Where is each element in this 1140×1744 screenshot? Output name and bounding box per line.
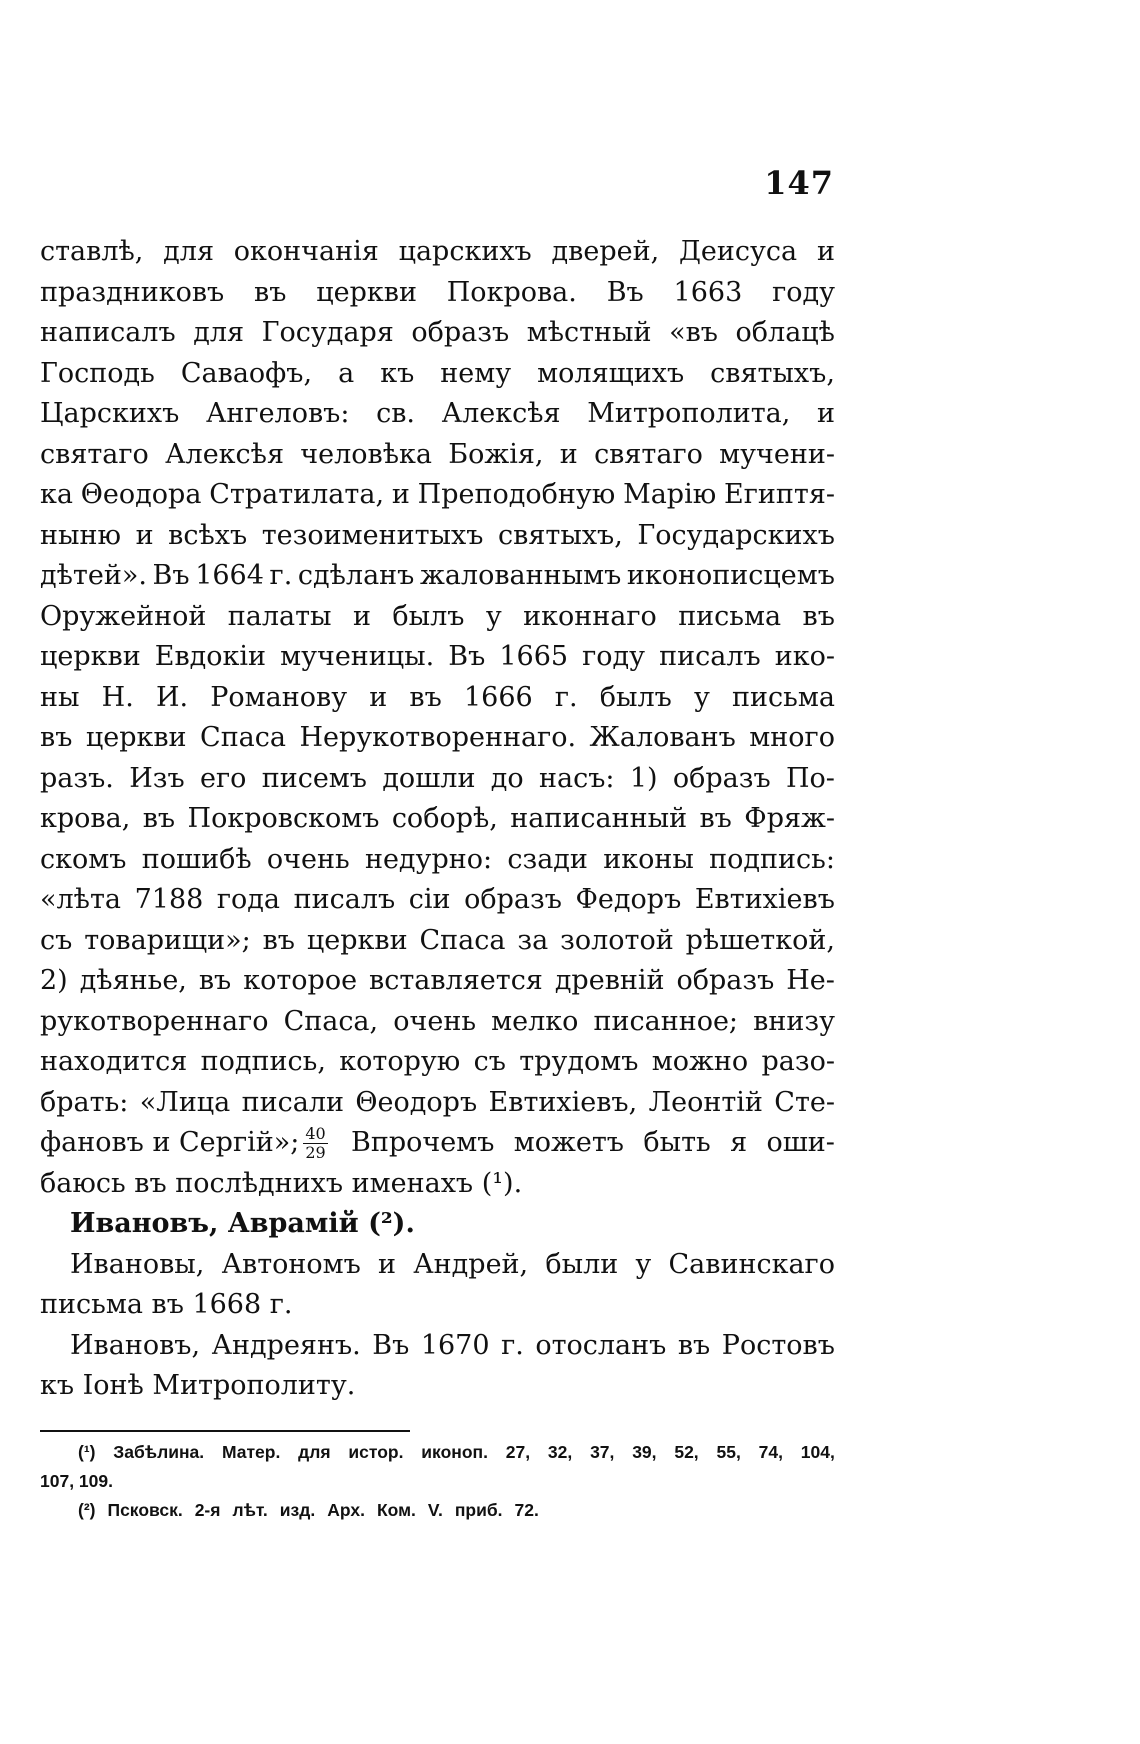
word: разъ. <box>40 762 114 794</box>
word: Стратилата, <box>209 479 385 510</box>
text-segment-group <box>40 1123 332 1164</box>
word: Романову <box>210 681 348 713</box>
word: нему <box>440 357 512 389</box>
word: у <box>635 1248 652 1280</box>
word: къ <box>380 357 415 389</box>
word: Въ <box>372 1329 410 1361</box>
word: Въ <box>606 276 644 308</box>
word: царскихъ <box>398 236 532 267</box>
word: и <box>352 600 371 632</box>
word: окончанія <box>233 236 379 267</box>
word: оши- <box>766 1127 835 1158</box>
word: Ростовъ <box>721 1329 835 1361</box>
word: Ивановы, <box>70 1248 205 1280</box>
word: мученицы. <box>280 641 435 672</box>
word: иконописцемъ <box>626 560 835 591</box>
word: можно <box>651 1046 749 1077</box>
word: 1666 <box>463 681 533 713</box>
word: Леонтій <box>648 1086 763 1118</box>
word: Государя <box>261 317 394 348</box>
word: 1663 <box>673 276 743 308</box>
word: всѣхъ <box>168 519 248 551</box>
footnote-2 <box>40 1496 835 1525</box>
word: въ <box>198 965 232 996</box>
word: иконнаго <box>523 600 657 632</box>
word: писали <box>241 1086 345 1118</box>
word: съ <box>40 924 73 956</box>
word: брать: <box>40 1086 129 1118</box>
word: «лѣта <box>40 884 121 915</box>
word: 1665 <box>499 641 569 672</box>
word: палаты <box>227 600 332 632</box>
word: (¹) <box>78 1442 96 1462</box>
footnote-divider <box>40 1430 410 1432</box>
word: для <box>163 236 214 267</box>
word: церкви <box>85 722 187 753</box>
word: дѣянье, <box>79 965 187 996</box>
word: Евдокіи <box>154 641 267 672</box>
text-line-last: баюсь въ послѣднихъ именахъ (¹). <box>40 1167 523 1199</box>
word: г. <box>501 1329 524 1361</box>
text-line <box>40 597 835 638</box>
main-text <box>40 232 835 1407</box>
word: Псковск. <box>107 1500 183 1520</box>
text-line <box>40 961 835 1002</box>
word: въ <box>254 276 287 308</box>
word: 27, <box>505 1442 531 1462</box>
word: письма <box>678 600 782 632</box>
text-line <box>40 718 835 759</box>
page-number: 147 <box>764 164 834 202</box>
word: подпись, <box>200 1046 326 1077</box>
word: сзади <box>507 843 588 875</box>
word: Деисуса <box>678 236 798 267</box>
word: святаго <box>594 438 703 470</box>
word: писалъ <box>659 641 761 672</box>
word: ныню <box>40 519 121 551</box>
word: мучени- <box>719 438 835 470</box>
word: древній <box>554 965 665 996</box>
word: году <box>772 276 835 308</box>
fraction-numerator: 40 <box>305 1124 326 1143</box>
word: облацѣ <box>735 317 835 348</box>
word: Алексѣя <box>165 438 284 470</box>
word: подпись: <box>709 843 835 875</box>
word: и <box>135 519 154 551</box>
word: можетъ <box>513 1127 624 1158</box>
word: 55, <box>716 1442 741 1462</box>
word: Фряж- <box>744 803 835 834</box>
word: насъ: <box>539 762 615 794</box>
word: году <box>582 641 646 672</box>
word: По- <box>786 762 835 794</box>
word: сіи <box>408 884 451 915</box>
word: Матер. <box>221 1442 281 1462</box>
word: скомъ <box>40 843 127 875</box>
word: быть <box>643 1127 711 1158</box>
word: въ <box>262 924 295 956</box>
word: для <box>298 1442 331 1462</box>
word: рѣшеткой, <box>685 924 835 956</box>
word: пошибѣ <box>141 843 252 875</box>
word: былъ <box>392 600 465 632</box>
word: 37, <box>590 1442 615 1462</box>
word: у <box>693 681 710 713</box>
word: Господь <box>40 357 155 389</box>
entry-avtonom-line2: письма въ 1668 г. <box>40 1289 293 1320</box>
footnote-1-line1 <box>40 1438 835 1467</box>
word: Преподобную <box>417 479 616 510</box>
word: съ <box>473 1046 506 1077</box>
text-line <box>40 1083 835 1124</box>
word: Ангеловъ: <box>205 398 350 429</box>
footnote-1-line2: 107, 109. <box>40 1471 113 1491</box>
word: святыхъ, <box>498 519 623 551</box>
word: святаго <box>40 438 149 470</box>
text-line <box>40 759 835 800</box>
text-line <box>40 1002 835 1043</box>
word: церкви <box>40 641 141 672</box>
word: до <box>490 762 524 794</box>
word: Изъ <box>129 762 185 794</box>
entry-avtonom-line1 <box>40 1245 835 1286</box>
word: г. <box>269 560 293 591</box>
word: внизу <box>753 1005 835 1037</box>
word: былъ <box>599 681 672 713</box>
word: дошли <box>382 762 476 794</box>
text-line <box>40 556 835 597</box>
text-line <box>40 354 835 395</box>
word: 32, <box>547 1442 573 1462</box>
word: ставлѣ, <box>40 236 144 267</box>
word: писемъ <box>261 762 367 794</box>
word: соборѣ, <box>391 803 498 834</box>
word: золотой <box>560 924 674 956</box>
word: иконы <box>603 843 694 875</box>
word: Θеодоръ <box>355 1086 478 1118</box>
word: истор. <box>348 1442 404 1462</box>
word: и <box>817 398 835 429</box>
word: 2) <box>40 965 68 996</box>
word: Н. <box>101 681 134 713</box>
word: 52, <box>674 1442 699 1462</box>
word: въ <box>802 600 835 632</box>
word: товарищи»; <box>84 924 251 956</box>
word: Автономъ <box>221 1248 361 1280</box>
word: въ <box>677 1329 711 1361</box>
word: Жалованъ <box>589 722 736 753</box>
word: и <box>559 438 578 470</box>
word: у <box>485 600 502 632</box>
word: 39, <box>632 1442 657 1462</box>
word: церкви <box>306 924 408 956</box>
word: тезоименитыхъ <box>261 519 484 551</box>
word: Саваофъ, <box>180 357 313 389</box>
word: Въ <box>152 560 190 591</box>
word: дверей, <box>551 236 660 267</box>
word: Сте- <box>774 1086 835 1118</box>
word: которое <box>243 965 358 996</box>
footnotes <box>40 1438 835 1525</box>
fraction-denominator: 29 <box>305 1143 326 1162</box>
word: 2-я <box>194 1500 221 1520</box>
word: Спаса, <box>283 1005 379 1037</box>
word: Федоръ <box>575 884 682 915</box>
word: иконоп. <box>421 1442 488 1462</box>
word: 74, <box>758 1442 783 1462</box>
word: сдѣланъ <box>297 560 415 591</box>
word: въ <box>409 681 442 713</box>
word: и <box>391 479 410 510</box>
word: Царскихъ <box>40 398 180 429</box>
word: Андрей, <box>413 1248 529 1280</box>
word: человѣка <box>300 438 432 470</box>
word: 72. <box>514 1500 539 1520</box>
word: Алексѣя <box>441 398 561 429</box>
word: крова, <box>40 803 131 834</box>
entry-avramiy: Ивановъ, Аврамій (²). <box>70 1208 415 1239</box>
text-line <box>40 880 835 921</box>
word: мѣстный <box>526 317 652 348</box>
word: Ком. <box>376 1500 416 1520</box>
word: мелко <box>491 1005 579 1037</box>
word: V. <box>427 1500 443 1520</box>
word: «въ <box>669 317 718 348</box>
word: церкви <box>316 276 417 308</box>
word: Египтя- <box>724 479 835 510</box>
text-line <box>40 475 835 516</box>
word: Впрочемъ <box>351 1127 495 1158</box>
word: и <box>378 1248 397 1280</box>
text-line <box>40 1042 835 1083</box>
word: очень <box>393 1005 477 1037</box>
word: 1670 <box>420 1329 490 1361</box>
text-line <box>40 273 835 314</box>
word: изд. <box>279 1500 316 1520</box>
entry-andreyan-line1 <box>40 1326 835 1367</box>
word: и <box>816 236 835 267</box>
word: 104, <box>800 1442 835 1462</box>
word: святыхъ, <box>710 357 835 389</box>
word: Савинскаго <box>668 1248 835 1280</box>
text-line <box>40 516 835 557</box>
word: (²) <box>78 1500 96 1520</box>
word: его <box>199 762 247 794</box>
word: года <box>216 884 281 915</box>
text-line <box>40 678 835 719</box>
word: св. <box>376 398 415 429</box>
word: 1) <box>629 762 658 794</box>
word: праздниковъ <box>40 276 225 308</box>
word: трудомъ <box>519 1046 639 1077</box>
word: Не- <box>786 965 835 996</box>
word: были <box>545 1248 619 1280</box>
text-line <box>40 840 835 881</box>
word: разо- <box>761 1046 835 1077</box>
word: Спаса <box>200 722 287 753</box>
word: писанное; <box>593 1005 739 1037</box>
text-line <box>40 313 835 354</box>
word: недурно: <box>364 843 493 875</box>
word: Спаса <box>419 924 506 956</box>
word: Забѣлина. <box>113 1442 205 1462</box>
word: въ <box>40 722 73 753</box>
word: ка <box>40 479 73 510</box>
word: Митрополита, <box>587 398 791 429</box>
text-line <box>40 435 835 476</box>
text-segment: фановъ и Сергій»; <box>40 1127 300 1158</box>
word: очень <box>266 843 350 875</box>
word: приб. <box>454 1500 503 1520</box>
word: и <box>369 681 388 713</box>
fraction <box>303 1125 327 1162</box>
word: а <box>338 357 355 389</box>
word: въ <box>699 803 732 834</box>
text-line <box>40 799 835 840</box>
word: писалъ <box>293 884 396 915</box>
word: вставляется <box>369 965 543 996</box>
word: Нерукотвореннаго. <box>299 722 577 753</box>
word: Божія, <box>448 438 544 470</box>
word: образъ <box>676 965 775 996</box>
word: дѣтей». <box>40 560 147 591</box>
word: И. <box>155 681 189 713</box>
entry-andreyan-line2: къ Іонѣ Митрополиту. <box>40 1370 356 1401</box>
text-line <box>40 232 835 273</box>
word: молящихъ <box>537 357 685 389</box>
text-line <box>40 394 835 435</box>
word: Арх. <box>327 1500 365 1520</box>
word: 7188 <box>134 884 204 915</box>
word: Евтихіевъ <box>694 884 835 915</box>
word: рукотвореннаго <box>40 1005 269 1037</box>
word: письма <box>732 681 835 713</box>
word: написалъ <box>40 317 176 348</box>
word: жалованнымъ <box>419 560 622 591</box>
word: образъ <box>464 884 562 915</box>
word: за <box>517 924 549 956</box>
text-line-with-fraction <box>40 1123 835 1164</box>
word: Покровскомъ <box>187 803 380 834</box>
word: Θеодора <box>80 479 202 510</box>
word: Марію <box>623 479 717 510</box>
word: Оружейной <box>40 600 207 632</box>
word: образъ <box>411 317 510 348</box>
word: Покрова. <box>446 276 577 308</box>
word: Въ <box>448 641 486 672</box>
word: ико- <box>774 641 835 672</box>
word: г. <box>554 681 578 713</box>
word: Андреянъ. <box>211 1329 361 1361</box>
word: отосланъ <box>535 1329 667 1361</box>
word: которую <box>339 1046 461 1077</box>
text-line <box>40 921 835 962</box>
text-line <box>40 637 835 678</box>
word: для <box>193 317 245 348</box>
word: 1664 <box>195 560 264 591</box>
word: я <box>730 1127 748 1158</box>
word: находится <box>40 1046 188 1077</box>
word: Ивановъ, <box>70 1329 201 1361</box>
word: много <box>749 722 835 753</box>
word: Евтихіевъ, <box>488 1086 638 1118</box>
word: лѣт. <box>232 1500 268 1520</box>
word: въ <box>142 803 176 834</box>
word: написанный <box>510 803 688 834</box>
word: образъ <box>672 762 771 794</box>
word: Государскихъ <box>637 519 835 551</box>
word: ны <box>40 681 80 713</box>
word: «Лица <box>139 1086 231 1118</box>
